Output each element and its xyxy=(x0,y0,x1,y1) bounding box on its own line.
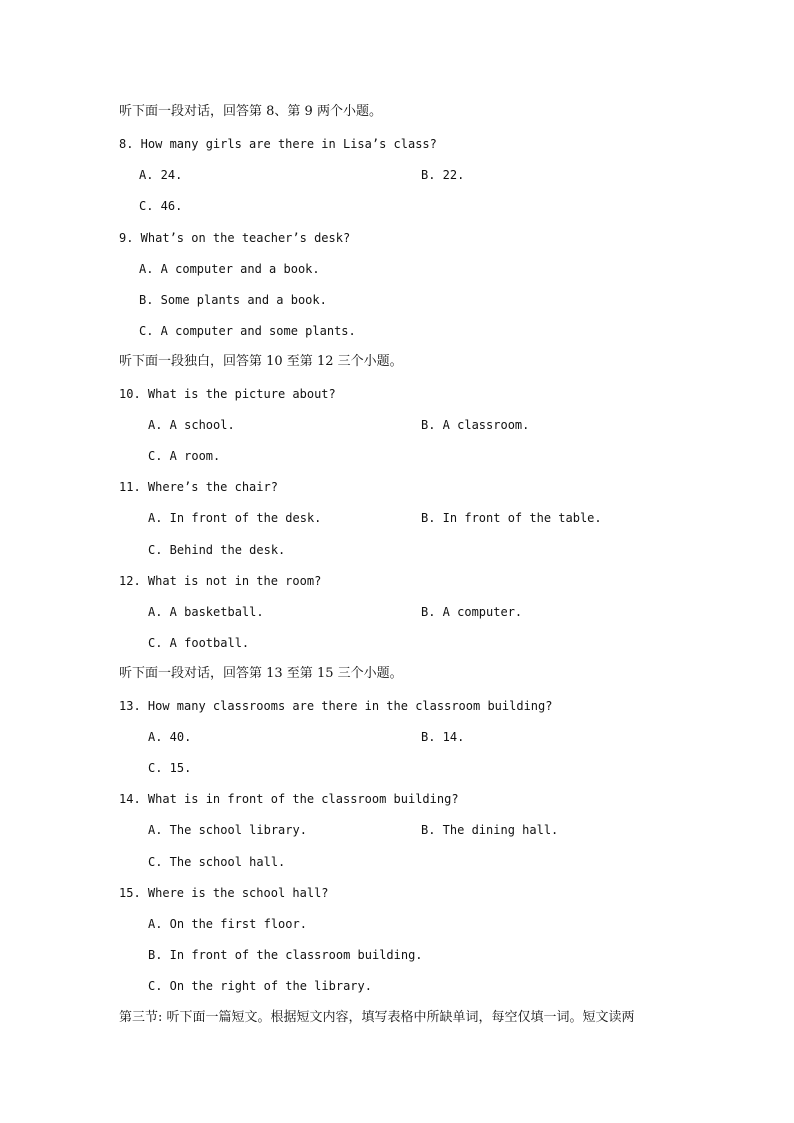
option-b: B. 14. xyxy=(421,730,465,744)
question-text: 11. Where’s the chair? xyxy=(119,480,278,494)
option-b: B. A classroom. xyxy=(421,418,530,432)
option-b: B. In front of the classroom building. xyxy=(148,948,423,962)
question-text: 9. What’s on the teacher’s desk? xyxy=(119,231,351,245)
section-heading: 听下面一段独白，回答第 10 至第 12 三个小题。 xyxy=(119,354,403,369)
section-heading: 听下面一段对话，回答第 8、第 9 两个小题。 xyxy=(119,104,382,119)
option-a: A. On the first floor. xyxy=(148,917,307,931)
option-a: A. The school library. xyxy=(148,823,307,837)
option-b: B. The dining hall. xyxy=(421,823,559,837)
option-c: C. The school hall. xyxy=(148,855,286,869)
option-a: A. 40. xyxy=(148,730,192,744)
question-text: 12. What is not in the room? xyxy=(119,574,322,588)
option-c: C. 15. xyxy=(148,761,192,775)
option-b: B. 22. xyxy=(421,168,465,182)
option-b: B. In front of the table. xyxy=(421,511,602,525)
section-heading: 听下面一段对话，回答第 13 至第 15 三个小题。 xyxy=(119,666,403,681)
question-text: 8. How many girls are there in Lisa’s class? xyxy=(119,137,437,151)
option-b: B. Some plants and a book. xyxy=(139,293,327,307)
section-heading: 第三节: 听下面一篇短文。根据短文内容，填写表格中所缺单词，每空仅填一词。短文读两 xyxy=(119,1010,635,1025)
option-a: A. In front of the desk. xyxy=(148,511,322,525)
option-c: C. On the right of the library. xyxy=(148,979,372,993)
option-a: A. 24. xyxy=(139,168,183,182)
question-text: 13. How many classrooms are there in the classroom building? xyxy=(119,699,553,713)
option-a: A. A computer and a book. xyxy=(139,262,320,276)
option-c: C. A room. xyxy=(148,449,221,463)
option-c: C. Behind the desk. xyxy=(148,543,286,557)
question-text: 10. What is the picture about? xyxy=(119,387,336,401)
option-a: A. A basketball. xyxy=(148,605,264,619)
option-a: A. A school. xyxy=(148,418,235,432)
option-c: C. A football. xyxy=(148,636,250,650)
option-c: C. 46. xyxy=(139,199,183,213)
question-text: 15. Where is the school hall? xyxy=(119,886,329,900)
option-c: C. A computer and some plants. xyxy=(139,324,356,338)
option-b: B. A computer. xyxy=(421,605,523,619)
question-text: 14. What is in front of the classroom building? xyxy=(119,792,459,806)
